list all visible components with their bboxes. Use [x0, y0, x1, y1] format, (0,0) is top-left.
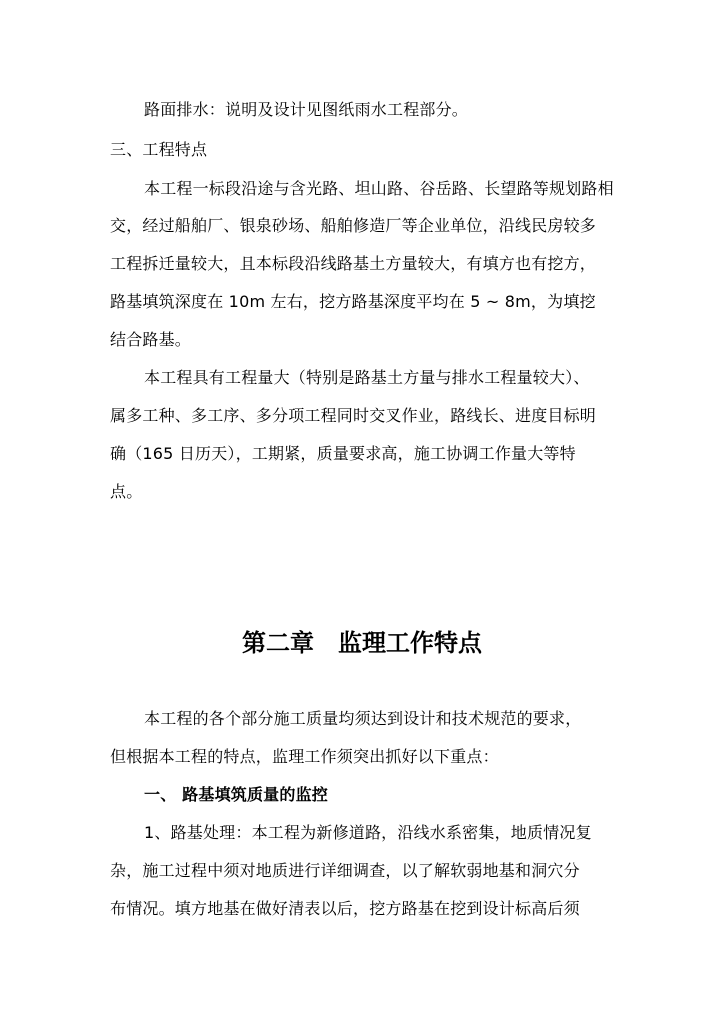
features-p1-line-4: 路基填筑深度在 10m 左右，挖方路基深度平均在 5 ~ 8m，为填挖 [110, 292, 596, 311]
features-p1-line-2: 交，经过船舶厂、银泉砂场、船舶修造厂等企业单位，沿线民房较多 [110, 216, 597, 235]
features-p2-line-1: 本工程具有工程量大（特别是路基土方量与排水工程量较大）、 [144, 368, 590, 387]
chapter-intro-line-1: 本工程的各个部分施工质量均须达到设计和技术规范的要求， [144, 709, 582, 728]
features-p1-line-5: 结合路基。 [110, 330, 192, 349]
item1-line-1: 1、路基处理：本工程为新修道路，沿线水系密集，地质情况复 [144, 823, 592, 842]
paragraph-drainage: 路面排水：说明及设计见图纸雨水工程部分。 [144, 100, 469, 119]
features-p2-line-4: 点。 [110, 482, 143, 501]
features-p1-line-1: 本工程一标段沿途与含光路、坦山路、谷岳路、长望路等规划路相 [144, 179, 614, 198]
sub-heading-1: 一、 路基填筑质量的监控 [144, 785, 328, 804]
features-p2-line-2: 属多工种、多工序、多分项工程同时交叉作业，路线长、进度目标明 [110, 406, 597, 425]
chapter-intro-line-2: 但根据本工程的特点，监理工作须突出抓好以下重点： [110, 747, 499, 766]
item1-line-3: 布情况。填方地基在做好清表以后，挖方路基在挖到设计标高后须 [110, 899, 580, 918]
features-p2-line-3: 确（165 日历天），工期紧，质量要求高，施工协调工作量大等特 [110, 444, 576, 463]
chapter-title: 第二章 监理工作特点 [242, 629, 482, 657]
section-heading-3: 三、工程特点 [110, 140, 208, 159]
item1-line-2: 杂，施工过程中须对地质进行详细调查，以了解软弱地基和洞穴分 [110, 861, 580, 880]
features-p1-line-3: 工程拆迁量较大，且本标段沿线路基土方量较大，有填方也有挖方， [110, 254, 597, 273]
